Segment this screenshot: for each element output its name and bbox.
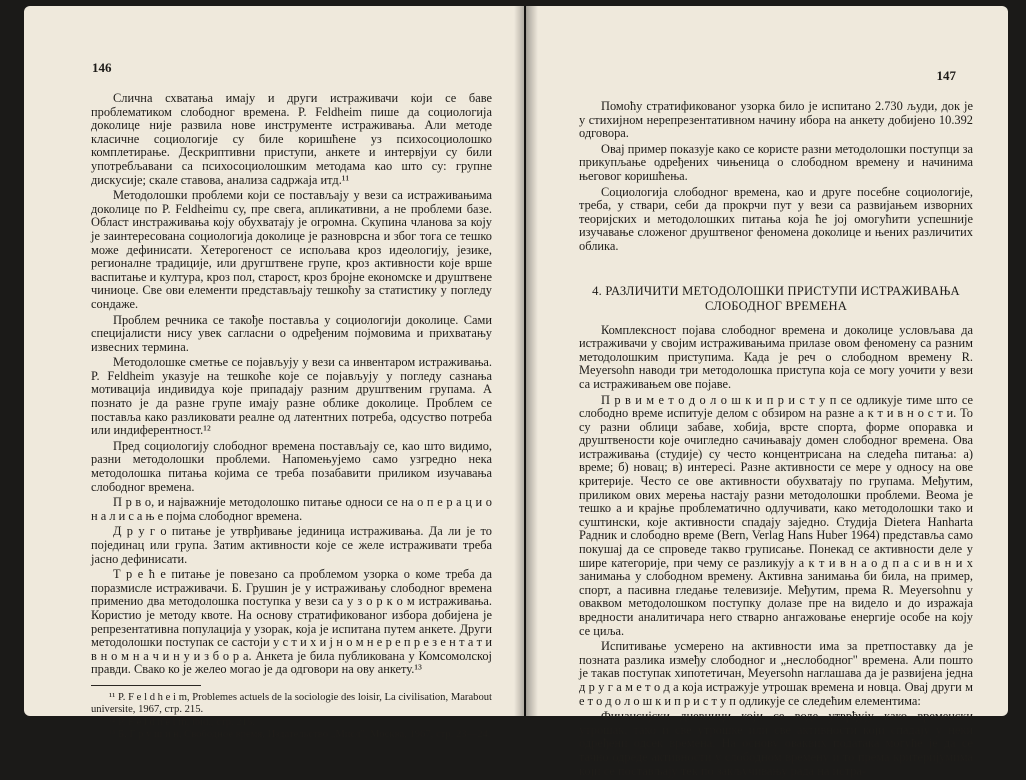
paragraph: Помоћу стратификованог узорка било је испитано 2.730 људи, док је у стихијном нерепрезентативном начину ибора на анкету добијено 10.392 одговора. xyxy=(579,99,973,141)
paragraph: Методолошки проблеми који се постављају у вези са истраживањима доколице по P. Feldheimu су, пре свега, апликативни, а не проблеми базе. Област инстраживања коју обухватају је огромна. Скупина чланова за коју је заинтересована социологија доколице је разноврсна и због тога се тешко може дефинисати. Хетерогеност се испољава кроз идеологију, језике, регионалне традиције, или другштвене групе, кроз активности које врше васпитање и културa, кроз пол, старост, кроз бројне економске и друштвене чиниоце. Све ови елементи представљају тешкоћу за статистику у погледу сондаже. xyxy=(91,188,492,311)
footnote: ¹¹ P. F e l d h e i m, Problemes actuels de la sociologie des loisir, La civilisation, Marabout universite, 1967, стр. 215. xyxy=(91,691,492,716)
paragraph: П р в о, и најважније методолошко питање односи се на о п е р а ц и о н а л и с а њ е појма слободног времена. xyxy=(91,495,492,523)
left-page-body xyxy=(91,92,492,742)
left-page xyxy=(24,6,524,741)
book-gutter-shadow xyxy=(514,6,538,716)
paragraph: П р в и м е т о д о л о ш к и п р и с т у п се одликује тиме што се слободно време испитује делом с обзиром на разне а к т и в н о с т и. То су разни облици забаве, хобија, врсте спорта, форме опоравка и друштвености које очигледно сачињавају домен слободног времена. Ова истраживања (студије) су често концентрисана на следећа питања: а) време; б) новац; в) интересi. Разне активности се мере у односу на ове критерије. Често се ове активности обухватају по групама. Међутим, приликом ових мерења настају разни методолошки проблеми. Веома је тешко а и крајње проблематично одлучивати, како методолошки тако и суштински, које активности спадају заједно. Студија Dietera Hanharta Радник и слободно време (Bern, Verlag Hans Huber 1964) представља само покушај да се спроведе такво груписање. Понекад се активности деле у шире категорије, при чему се разликују а к т и в н а о д п а с и в н и х занимања у слободном времену. Активна занимања би била, на пример, спорт, а пасивна гледање телевизије. Међутим, према R. Meyersohnu у оваквом методолошком поступку долазе пре на видело и до изражаја вредности аналитичара него стварно ангажовање енергије особе на коју се циља. xyxy=(579,392,973,638)
paragraph: Методолошке сметње се појављују у вези са инвентаром истраживања. P. Feldheim указује на тешкоће које се појављују у погледу сазнања мотивација индивидуа које припадају разним друштвеним групама. А познато је да разне групе имају разне облике доколице. Проблем се поставља како разликовати реалне од латентних потреба, одсуство потреба или индиферентност.¹² xyxy=(91,355,492,438)
right-page xyxy=(526,6,1008,778)
paragraph: Т р е ћ е питање је повезано са проблемом узорка о коме треба да поразмисле истраживачи. Б. Грушин је у истраживању слободног времена применио два методолошка поступка у вези са у з о р к о м истраживања. Користио је методу квоте. На основу стратификованог избора добијена је репрезентативна популација у узорак, која је испитана путем анкете. Други методолошки поступак се састоји у с т и х и ј н о м н е р е п р е з е н т а т и в н о м н а ч и н у и з б о р а. Анкета је била публикована у Комсомолској правди. Свако ко је желео могао је да одговори на ову анкету.¹³ xyxy=(91,567,492,677)
paragraph: Финансијски дневници који се воде утврђују како временски утрошак, тако и све утрошке или све активности који спадају у неки одређени одсек времена. На основу оваквих података могуће је да се тачно одреде активности у слободном времену и то према критеријумима који се постављају тек по закључивању рада на истра- xyxy=(579,709,973,778)
paragraph: Овај пример показује како се користе разни методолошки поступци за прикупљање одређених чињеница о слободном времену и начинима његовог коришћења. xyxy=(579,141,973,183)
paragraph: Проблем речника се такође поставља у социологији доколице. Сами специјалисти нису увек сагласни о одређеним појмовима и прихватању извесних термина. xyxy=(91,312,492,354)
footnote: ¹² P. F e l d h e i m, ibid., стр. 215. xyxy=(109,716,255,728)
page-number-left: 146 xyxy=(92,60,112,75)
section-heading: 4. РАЗЛИЧИТИ МЕТОДОЛОШКИ ПРИСТУПИ ИСТРАЖИВАЊА СЛОБОДНОГ ВРЕМЕНА xyxy=(592,283,960,313)
footnote: ¹³ Б. Г р у ш и н, Свободное время, Издательство „Мисл", Москва, 1967, стр. 23—24. xyxy=(109,729,491,741)
paragraph: Социологија слободног времена, као и друге посебне социологије, треба, у ствари, себи да прокрчи пут у вези са развијањем изворних теоријских и методолошких питања која ће јој омогућити успешније изучавање сложеног друштвеног феномена доколице и њених различитих облика. xyxy=(579,184,973,253)
footnote-rule xyxy=(91,685,201,686)
page-number-right: 147 xyxy=(936,68,956,83)
paragraph: Испитивање усмерено на активности има за претпоставку да је позната разлика између слободног и „неслободног" времена. Али пошто је такав поступак хипотетичан, Meyersohn наглашава да је развијена једна д р у г а м е т о д а која истражује утрошак времена и новца. Овај други м е т о д о л о ш к и п р и с т у п одликује се следећим елементима: xyxy=(579,639,973,708)
paragraph: Пред социологију слободног времена постављају се, као што видимо, разни методолошки проблеми. Напомењујемо само узгредно нека методолошка питања којима се треба позабавити приликом изучавања слободног времена. xyxy=(91,438,492,494)
paragraph: Слична схватања имају и други истраживачи који се баве проблематиком слободног времена. P. Feldheim пише да социологија доколице није развила нове инструменте истраживања. Али методе класичне социологије су биле коришћене уз психосоциолошко комплетирање. Дескриптивни приступи, анкете и интервјуи су били употребљавани са психосоциолошким методама као што су: групне дискусије; скале ставова, анализа садржаја итд.¹¹ xyxy=(91,91,492,187)
paragraph: Комплексност појава слободног времена и доколице условљава да истраживачи у својим истраживањима прилазе овом феномену са разним методолошким приступима. Када је реч о слободном времену R. Meyersohn наводи три методолошка приступа која се могу уочити у вези са истраживањем ове појаве. xyxy=(579,322,973,391)
paragraph: Д р у г о питање је утврђивање јединица истраживања. Да ли је то појединац или група. Затим активности које се желе истраживати треба јасно дефинисати. xyxy=(91,524,492,566)
right-page-body xyxy=(579,100,973,780)
